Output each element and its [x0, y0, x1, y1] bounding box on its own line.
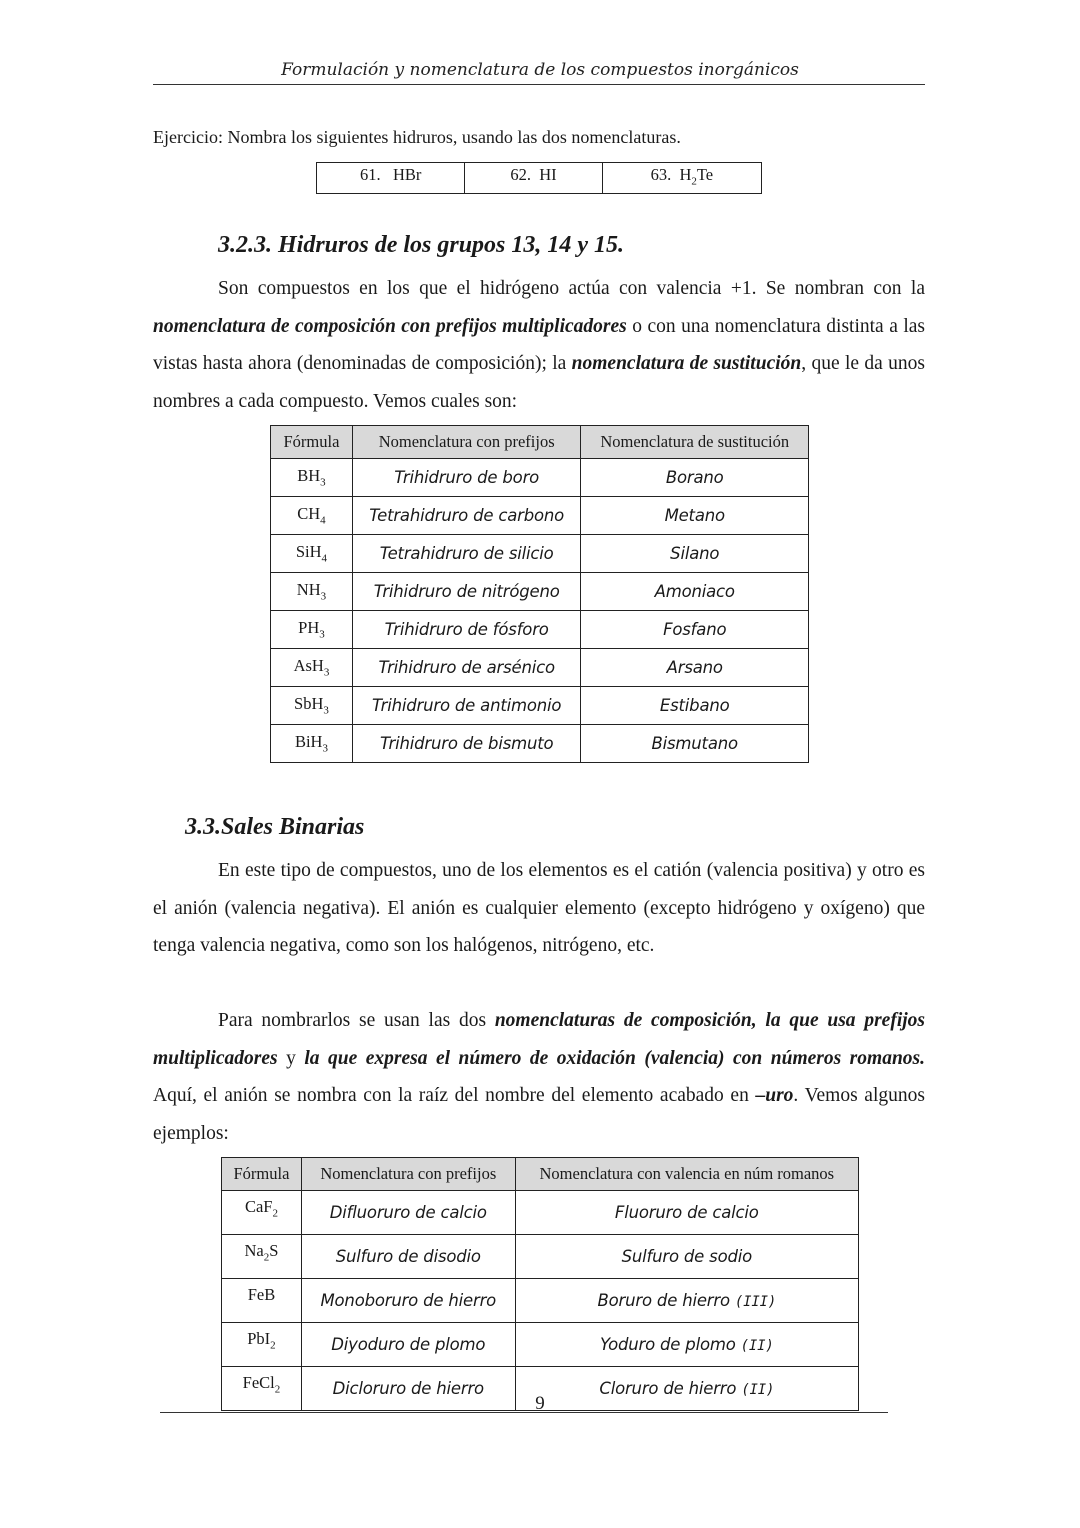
substitution-name-cell: Estibano	[581, 687, 809, 725]
table-row	[271, 649, 809, 687]
exercise-box	[316, 162, 762, 194]
binary-salts-table	[221, 1157, 859, 1411]
table-header-row	[271, 426, 809, 459]
substitution-name-cell: Arsano	[581, 649, 809, 687]
prefix-name-cell: Dicloruro de hierro	[301, 1367, 515, 1411]
formula-cell: $CH_4$	[271, 497, 353, 535]
substitution-name-cell: Fosfano	[581, 611, 809, 649]
substitution-name-cell: Metano	[581, 497, 809, 535]
prefix-name-cell: Trihidruro de fósforo	[352, 611, 581, 649]
prefix-name-cell: Trihidruro de nitrógeno	[352, 573, 581, 611]
formula-cell: FeCl$_2$	[222, 1367, 302, 1411]
substitution-name-cell: Borano	[581, 459, 809, 497]
exercise-instruction: Ejercicio: Nombra los siguientes hidruros, usando las dos nomenclaturas.	[153, 127, 681, 147]
roman-valence-name-cell: Boruro de hierro (III)	[515, 1279, 858, 1323]
column-header: Fórmula	[222, 1158, 302, 1191]
table-row	[271, 611, 809, 649]
formula-cell: AsH$_3$	[271, 649, 353, 687]
exercise-item	[317, 163, 464, 193]
prefix-name-cell: Monoboruro de hierro	[301, 1279, 515, 1323]
table-row	[222, 1323, 859, 1367]
paragraph: Para nombrarlos se usan las dos nomenclaturas de composición, la que usa prefijos multiplicadores y la que expresa el número de oxidación (valencia) con números romanos. Aquí, el anión se nombra con la raíz del nombre del elemento acabado en –uro. Vemos algunos ejemplos:	[153, 1010, 925, 1144]
footer-divider	[160, 1412, 888, 1413]
column-header: Nomenclatura con valencia en núm romanos	[515, 1158, 858, 1191]
hydrides-table	[270, 425, 809, 763]
formula-cell: SbH$_3$	[271, 687, 353, 725]
prefix-name-cell: Diyoduro de plomo	[301, 1323, 515, 1367]
column-header: Nomenclatura de sustitución	[581, 426, 809, 459]
exercise-item-formula: $H_2Te$	[679, 165, 714, 188]
paragraph: En este tipo de compuestos, uno de los elementos es el catión (valencia positiva) y otro es el anión (valencia negativa). El anión es cualquier elemento (excepto hidrógeno y oxígeno) que tenga valencia negativa, como son los halógenos, nitrógeno, etc.	[153, 860, 925, 957]
prefix-name-cell: Trihidruro de bismuto	[352, 725, 581, 763]
running-header: Formulación y nomenclatura de los compuestos inorgánicos	[281, 60, 799, 80]
exercise-item-number: 61.	[359, 165, 381, 184]
roman-valence-name-cell: Cloruro de hierro (II)	[515, 1367, 858, 1411]
exercise-item-number: 62.	[510, 165, 531, 184]
paragraph: Son compuestos en los que el hidrógeno actúa con valencia +1. Se nombran con la nomenclatura de composición con prefijos multiplicadores o con una nomenclatura distinta a las vistas hasta ahora (denominadas de composición); la nomenclatura de sustitución, que le da unos nombres a cada compuesto. Vemos cuales son:	[153, 278, 925, 412]
table-row	[271, 497, 809, 535]
prefix-name-cell: Difluoruro de calcio	[301, 1191, 515, 1235]
formula-cell: $PH_3$	[271, 611, 353, 649]
table-row	[271, 459, 809, 497]
substitution-name-cell: Bismutano	[581, 725, 809, 763]
column-header: Fórmula	[271, 426, 353, 459]
table-row	[271, 725, 809, 763]
prefix-name-cell: Trihidruro de antimonio	[352, 687, 581, 725]
column-header: Nomenclatura con prefijos	[352, 426, 581, 459]
prefix-name-cell: Tetrahidruro de carbono	[352, 497, 581, 535]
table-row	[271, 535, 809, 573]
section-heading: 3.2.3. Hidruros de los grupos 13, 14 y 15.	[218, 232, 625, 258]
exercise-item-number: 63.	[650, 165, 672, 184]
formula-cell: SiH$_4$	[271, 535, 353, 573]
formula-cell: BiH$_3$	[271, 725, 353, 763]
table-row	[271, 573, 809, 611]
table-row	[222, 1279, 859, 1323]
roman-valence-name-cell: Fluoruro de calcio	[515, 1191, 858, 1235]
formula-cell: $Na_2S$	[222, 1235, 302, 1279]
page-number: 9	[535, 1393, 545, 1414]
table-header-row	[222, 1158, 859, 1191]
formula-cell: $NH_3$	[271, 573, 353, 611]
table-row	[222, 1191, 859, 1235]
section-heading: 3.3.Sales Binarias	[185, 814, 365, 840]
header-divider	[153, 84, 925, 85]
table-row	[271, 687, 809, 725]
prefix-name-cell: Trihidruro de boro	[352, 459, 581, 497]
exercise-item-formula: HI	[539, 165, 557, 184]
exercise-item-formula: HBr	[392, 165, 422, 184]
exercise-item	[464, 163, 601, 193]
prefix-name-cell: Trihidruro de arsénico	[352, 649, 581, 687]
substitution-name-cell: Amoniaco	[581, 573, 809, 611]
formula-cell: $BH_3$	[271, 459, 353, 497]
roman-valence-name-cell: Yoduro de plomo (II)	[515, 1323, 858, 1367]
prefix-name-cell: Sulfuro de disodio	[301, 1235, 515, 1279]
formula-cell: PbI$_2$	[222, 1323, 302, 1367]
column-header: Nomenclatura con prefijos	[301, 1158, 515, 1191]
exercise-item	[602, 163, 761, 193]
table-row	[222, 1235, 859, 1279]
roman-valence-name-cell: Sulfuro de sodio	[515, 1235, 858, 1279]
substitution-name-cell: Silano	[581, 535, 809, 573]
formula-cell: FeB	[222, 1279, 302, 1323]
prefix-name-cell: Tetrahidruro de silicio	[352, 535, 581, 573]
formula-cell: CaF$_2$	[222, 1191, 302, 1235]
